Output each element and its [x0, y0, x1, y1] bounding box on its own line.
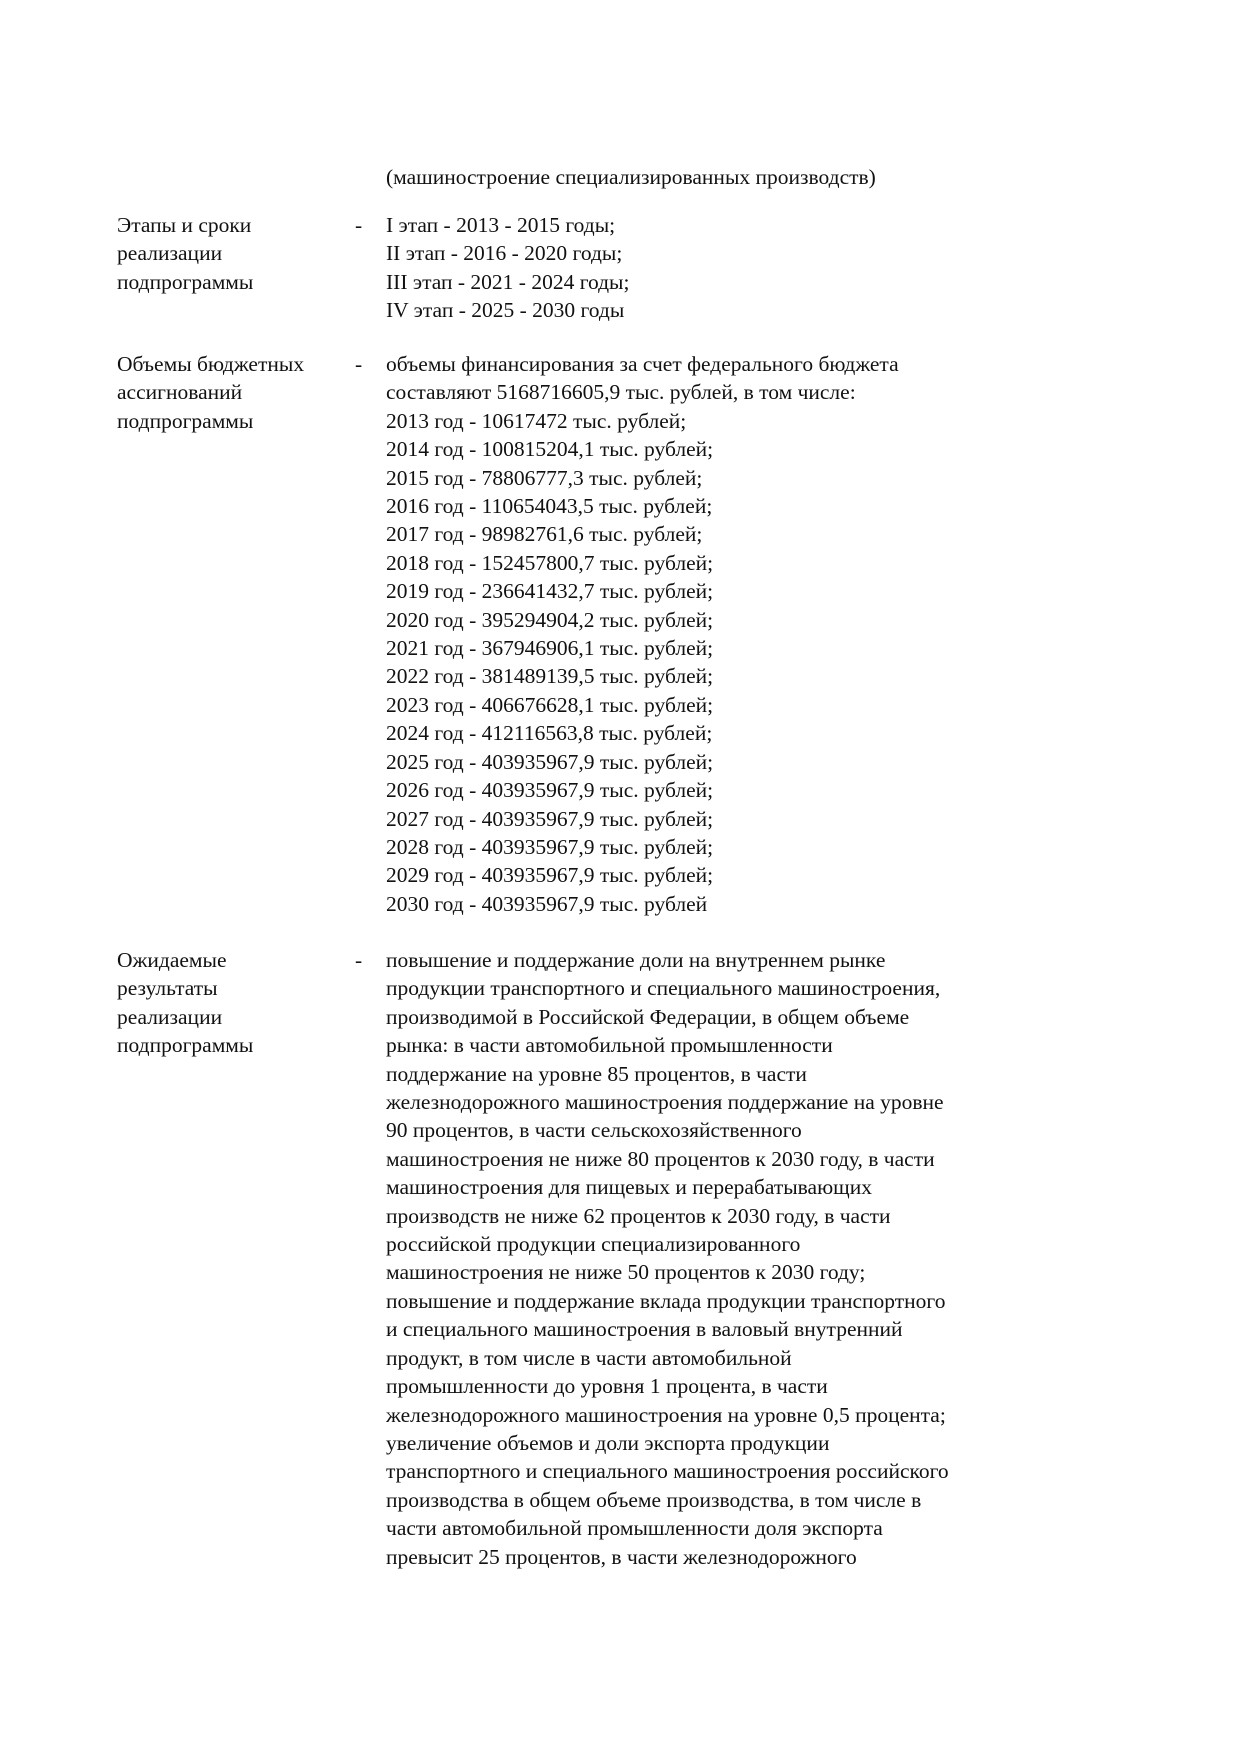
budget-year-line: 2014 год - 100815204,1 тыс. рублей; [386, 437, 714, 462]
separator-dash: - [355, 948, 363, 972]
budget-year-line: 2018 год - 152457800,7 тыс. рублей; [386, 550, 714, 575]
budget-year-line: 2025 год - 403935967,9 тыс. рублей; [386, 749, 714, 774]
intro-line: (машиностроение специализированных производств) [386, 165, 876, 189]
budget-year-line: 2024 год - 412116563,8 тыс. рублей; [386, 721, 713, 746]
budget-year-line: 2017 год - 98982761,6 тыс. рублей; [386, 522, 703, 547]
budget-year-line: 2013 год - 10617472 тыс. рублей; [386, 408, 687, 433]
budget-year-line: 2019 год - 236641432,7 тыс. рублей; [386, 579, 714, 604]
section-content: объемы финансирования за счет федерального бюджета составляют 5168716605,9 тыс. рублей, в том числе: 2013 год - 10617472 тыс. рублей; 2014 год - 100815204,1 тыс. рублей; 2015 год - 78806777,3 тыс. рублей; 2016 год - 110654043,5 тыс. рублей; 2017 год - 98982761,6 тыс. рублей; 2018 год - 152457800,7 тыс. рублей; 2019 год - 236641432,7 тыс. рублей; 2020 год - 395294904,2 тыс. рублей; 2021 год - 367946906,1 тыс. рублей; 2022 год - 381489139,5 тыс. рублей; 2023 год - 406676628,1 тыс. рублей; 2024 год - 412116563,8 тыс. рублей; 2025 год - 403935967,9 тыс. рублей; 2026 год - 403935967,9 тыс. рублей; 2027 год - 403935967,9 тыс. рублей; 2028 год - 403935967,9 тыс. рублей; 2029 год - 403935967,9 тыс. рублей; 2030 год - 403935967,9 тыс. рублей [386, 350, 1077, 918]
separator-dash: - [355, 352, 363, 376]
section-content: I этап - 2013 - 2015 годы; II этап - 2016 - 2020 годы; III этап - 2021 - 2024 годы; IV этап - 2025 - 2030 годы [386, 213, 630, 323]
section-label: Объемы бюджетных ассигнований подпрограммы [117, 352, 305, 433]
section-label: Этапы и сроки реализации подпрограммы [117, 213, 254, 294]
budget-year-line: 2016 год - 110654043,5 тыс. рублей; [386, 494, 713, 519]
budget-year-line: 2023 год - 406676628,1 тыс. рублей; [386, 692, 714, 717]
section-budget [117, 350, 1077, 918]
section-content: повышение и поддержание доли на внутреннем рынке продукции транспортного и специального машиностроения, производимой в Российской Федерации, в общем объеме рынка: в части автомобильной промышленности поддержание на уровне 85 процентов, в части железнодорожного машиностроения поддержание на уровне 90 процентов, в части сельскохозяйственного машиностроения не ниже 80 процентов к 2030 году, в части машиностроения для пищевых и перерабатывающих производств не ниже 62 процентов к 2030 году, в части российской продукции специализированного машиностроения не ниже 50 процентов к 2030 году; повышение и поддержание вклада продукции транспортного и специального машиностроения в валовый внутренний продукт, в том числе в части автомобильной промышленности до уровня 1 процента, в части железнодорожного машиностроения на уровне 0,5 процента; увеличение объемов и доли экспорта продукции транспортного и специального машиностроения российского производства в общем объеме производства, в том числе в части автомобильной промышленности доля экспорта превысит 25 процентов, в части железнодорожного [386, 948, 949, 1569]
budget-year-line: 2020 год - 395294904,2 тыс. рублей; [386, 607, 714, 632]
budget-year-line: 2022 год - 381489139,5 тыс. рублей; [386, 664, 714, 689]
budget-year-line: 2028 год - 403935967,9 тыс. рублей; [386, 834, 714, 859]
budget-year-line: 2021 год - 367946906,1 тыс. рублей; [386, 636, 714, 661]
budget-year-line: 2030 год - 403935967,9 тыс. рублей [386, 891, 708, 916]
budget-year-line: 2027 год - 403935967,9 тыс. рублей; [386, 806, 714, 831]
budget-year-line: 2015 год - 78806777,3 тыс. рублей; [386, 465, 703, 490]
budget-year-line: 2029 год - 403935967,9 тыс. рублей; [386, 863, 714, 888]
section-label: Ожидаемые результаты реализации подпрограммы [117, 948, 254, 1058]
section-stages [117, 211, 1077, 325]
budget-year-line: 2026 год - 403935967,9 тыс. рублей; [386, 778, 714, 803]
separator-dash: - [355, 213, 363, 237]
section-expected-results [117, 946, 1077, 1571]
